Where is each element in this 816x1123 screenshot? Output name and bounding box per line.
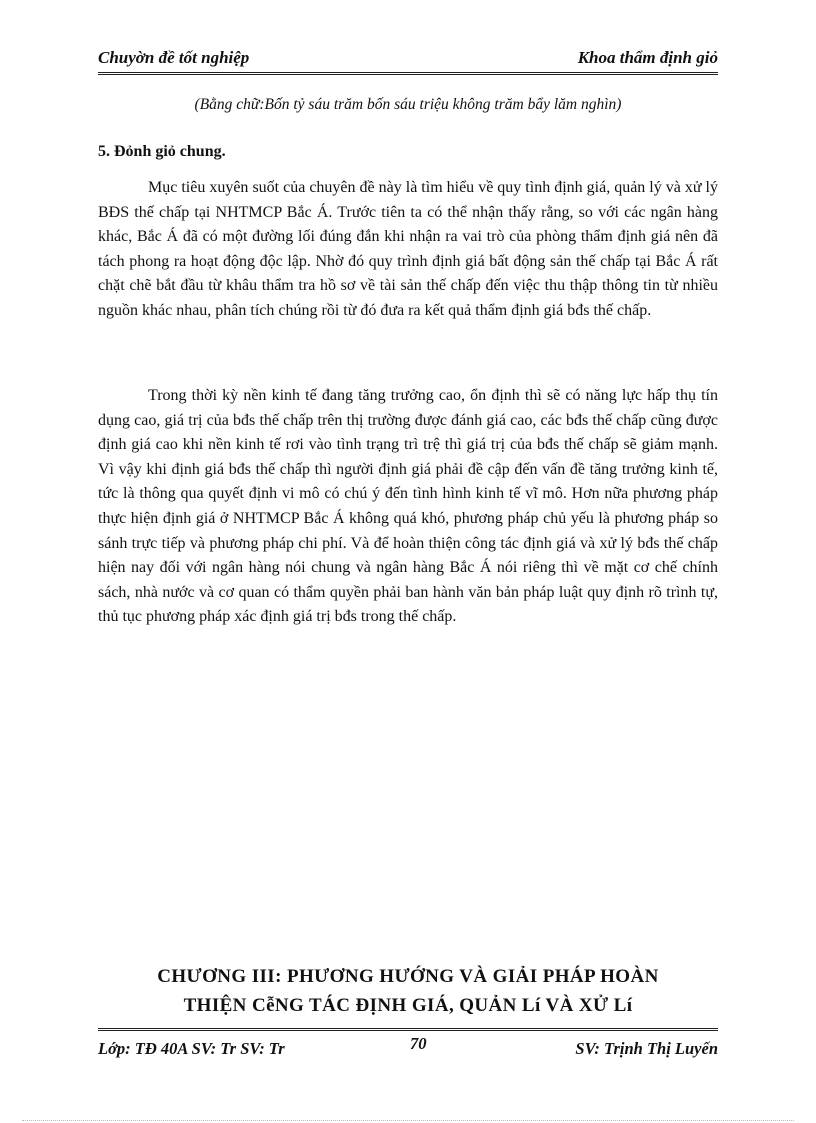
amount-in-words-note: (Bằng chữ:Bốn tỷ sáu trăm bốn sáu triệu không trăm bẩy lăm nghìn) <box>194 96 622 113</box>
section-heading: 5. Đỏnh giỏ chung. <box>98 143 226 160</box>
page-edge-divider <box>22 1120 794 1121</box>
chapter-title-line-1: CHƯƠNG III: PHƯƠNG HƯỚNG VÀ GIẢI PHÁP HOÀN <box>157 966 659 987</box>
chapter-title <box>98 962 718 1020</box>
paragraph-economy: Trong thời kỳ nền kinh tế đang tăng trưởng cao, ổn định thì sẽ có năng lực hấp thụ tín dụng cao, giá trị của bđs thế chấp trên thị trường được đánh giá cao, các bđs thế chấp cũng được định giá cao khi nền kinh tế rơi vào tình trạng trì trệ thì giá trị của bđs thế chấp sẽ giảm mạnh. Vì vậy khi định giá bđs thế chấp thì người định giá phải đề cập đến vấn đề tăng trưởng kinh tế, tức là thông qua quyết định vi mô có chú ý đến tình hình kinh tế vĩ mô. Hơn nữa phương pháp thực hiện định giá ở NHTMCP Bắc Á không quá khó, phương pháp chủ yếu là phương pháp so sánh trực tiếp và phương pháp chi phí. Và để hoàn thiện công tác định giá và xử lý bđs thế chấp hiện nay đối với ngân hàng nói chung và ngân hàng Bắc Á nói riêng thì về mặt cơ chế chính sách, nhà nước và cơ quan có thẩm quyền phải ban hành văn bản pháp luật quy định rõ trình tự, thủ tục phương pháp xác định giá trị bđs trong thế chấp. <box>98 387 718 626</box>
chapter-title-line-2: THIỆN CễNG TÁC ĐỊNH GIÁ, QUẢN Lí VÀ XỬ Lí <box>183 995 633 1016</box>
header-right-text: Khoa thẩm định giỏ <box>577 48 718 67</box>
header-left-text: Chuyờn đề tốt nghiệp <box>98 48 250 67</box>
page-number: 70 <box>410 1034 427 1053</box>
page-header <box>98 46 718 75</box>
paragraph-summary: Mục tiêu xuyên suốt của chuyên đề này là tìm hiểu về quy tình định giá, quản lý và xử lý BĐS thế chấp tại NHTMCP Bắc Á. Trước tiên ta có thể nhận thấy rằng, so với các ngân hàng khác, Bắc Á đã có một đường lối đúng đắn khi nhận ra vai trò của phòng thẩm định giá nên đã tách phong ra hoạt động độc lập. Nhờ đó quy trình định giá bất động sản thế chấp tại Bắc Á rất chặt chẽ bắt đầu từ khâu thẩm tra hồ sơ về tài sản thế chấp đến việc thu thập thông tin từ nhiều nguồn khác nhau, phân tích chúng rồi từ đó đưa ra kết quả thẩm định giá bđs thế chấp. <box>98 179 718 319</box>
page-footer <box>98 1028 718 1065</box>
footer-class-info: Lớp: TĐ 40A SV: Tr SV: Tr <box>98 1039 285 1058</box>
footer-student-name: SV: Trịnh Thị Luyến <box>575 1039 718 1058</box>
